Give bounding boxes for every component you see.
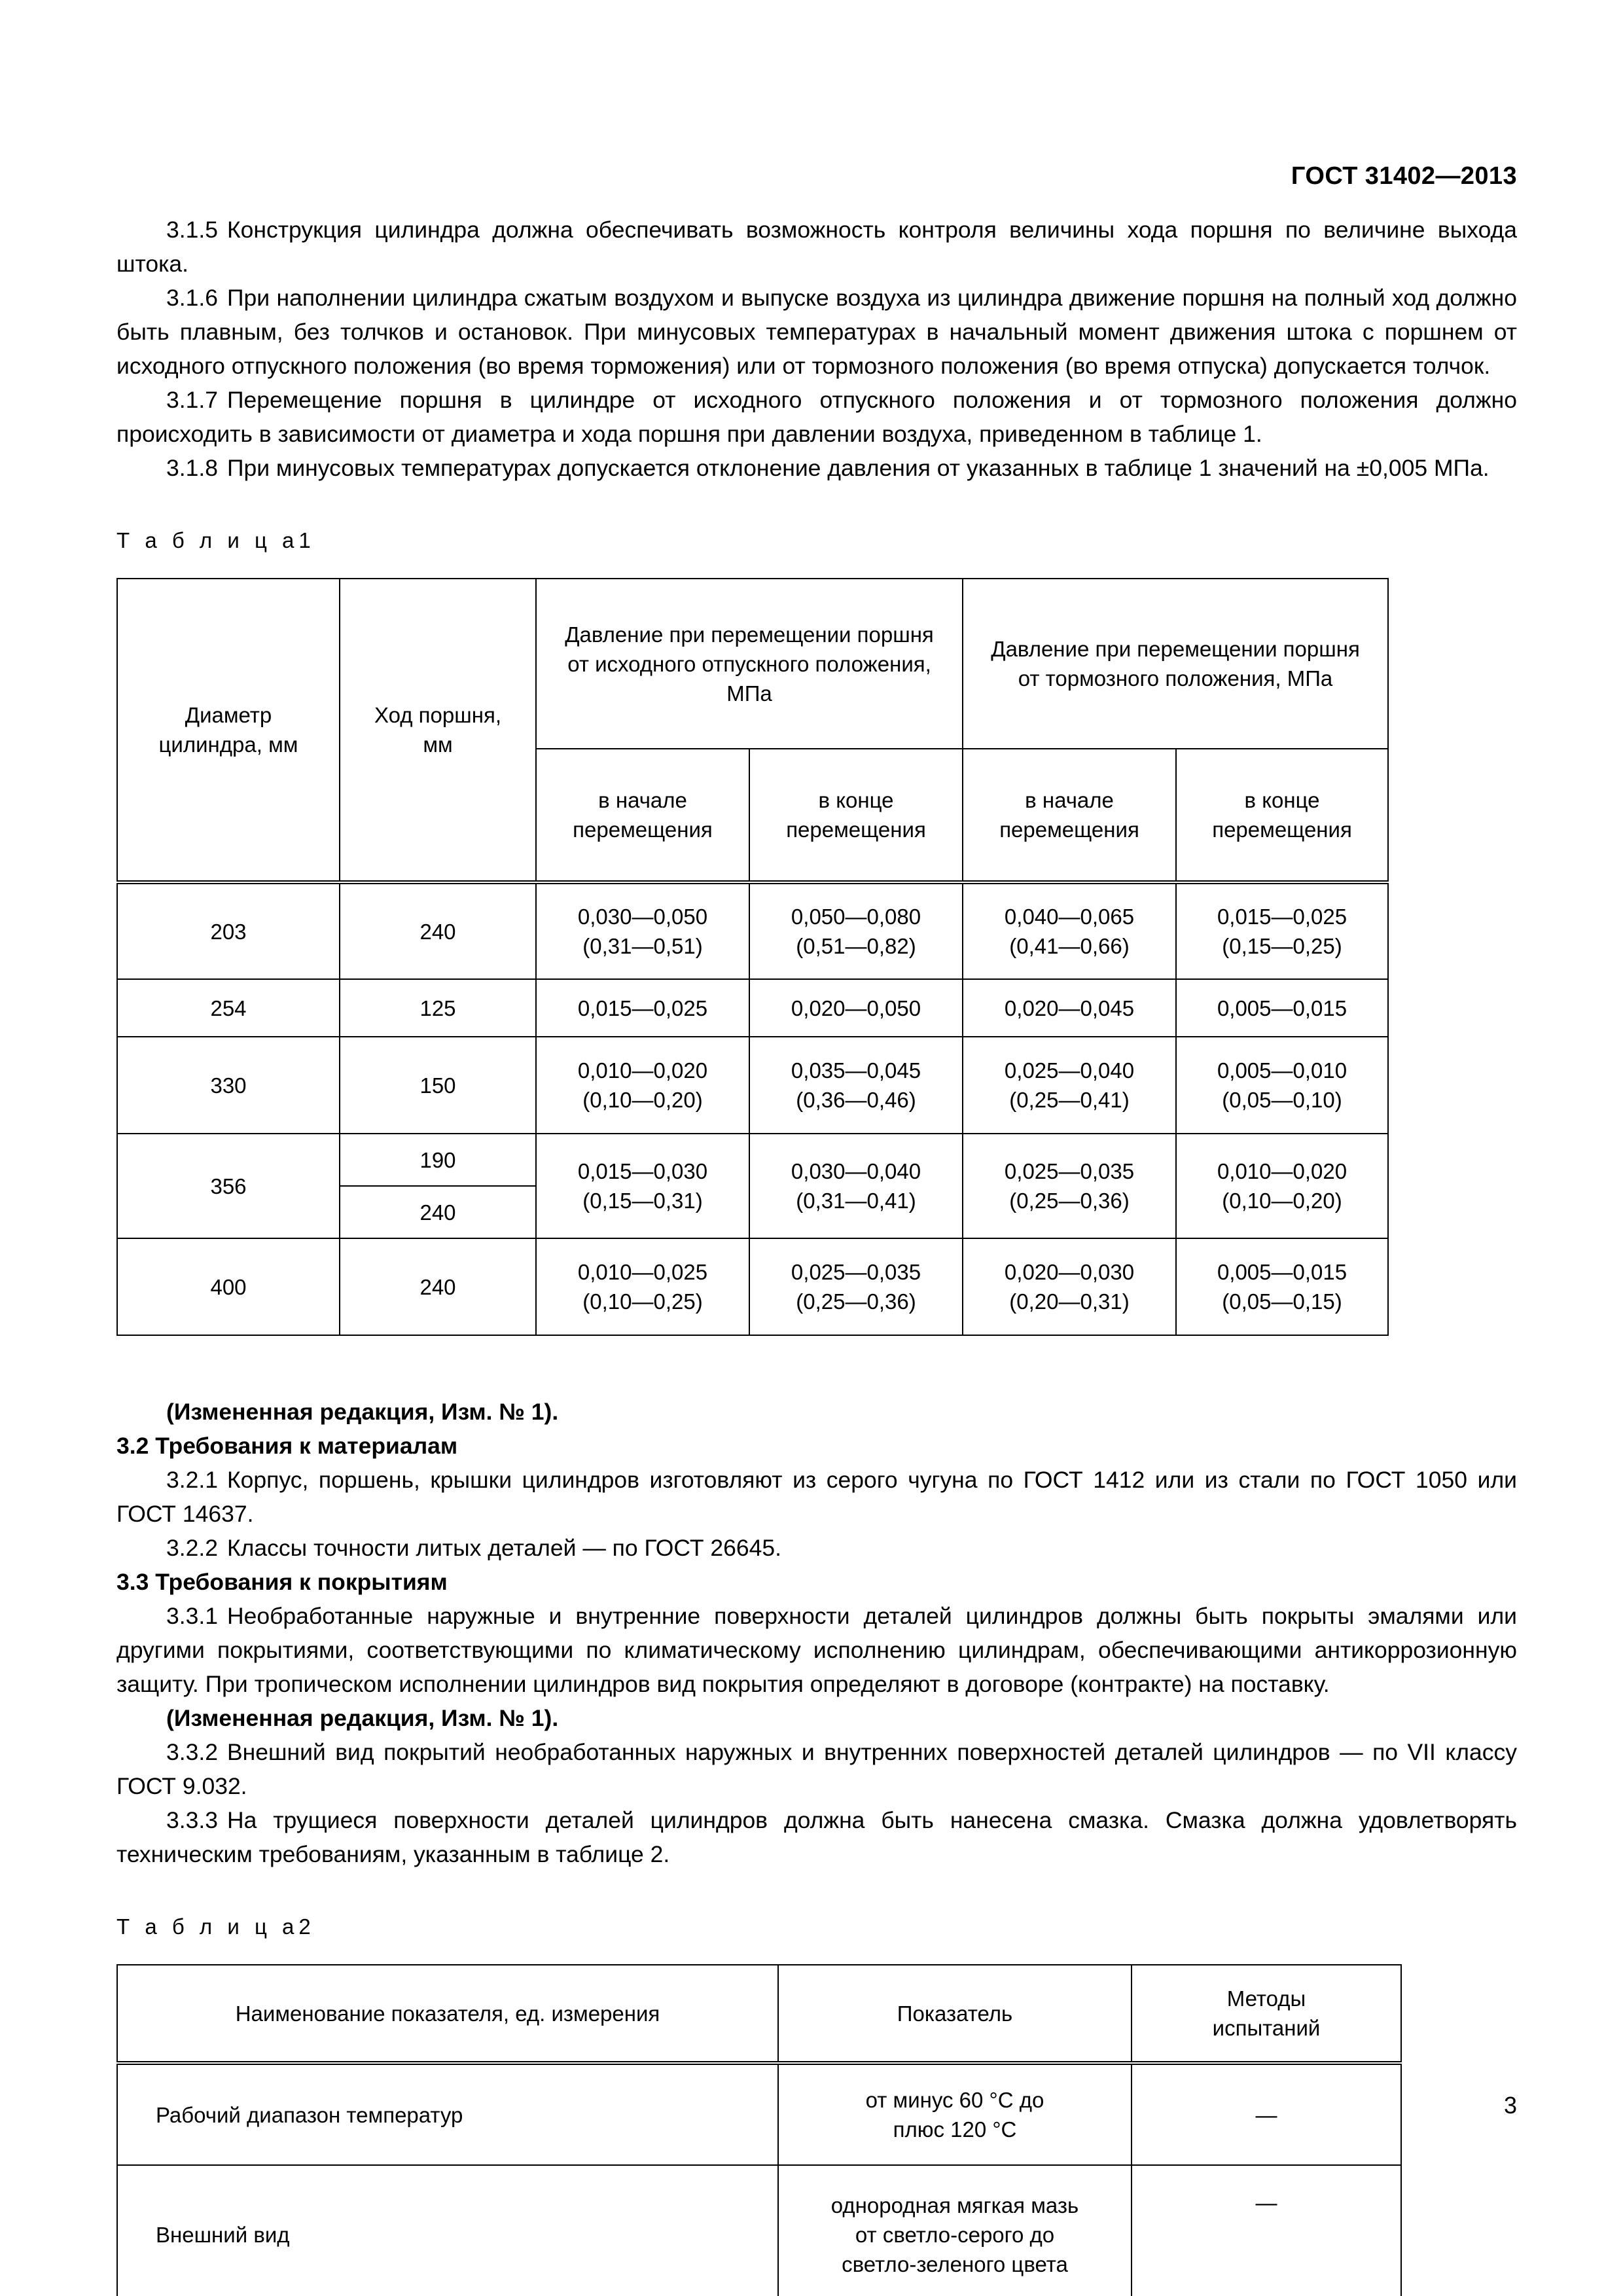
table-1-col-diameter-line2: цилиндра, мм xyxy=(158,732,298,757)
table-1-group-release-line2: от исходного отпускного положения, МПа xyxy=(567,651,931,706)
table-1-cell-diameter: 356 xyxy=(117,1134,340,1238)
clause-text-3-1-7: Перемещение поршня в цилиндре от исходного отпускного положения и от тормозного положения должно происходить в зависимости от диаметра и хода поршня при давлении воздуха, приведенном в таблице 1. xyxy=(116,387,1517,447)
value-alt: (0,15—0,31) xyxy=(582,1189,703,1213)
table-1-cell-release-end xyxy=(749,1238,963,1335)
revision-note-1 xyxy=(116,1395,1517,1429)
table-1-col-release-start-line2: перемещения xyxy=(573,817,713,842)
table-1-cell-brake-end xyxy=(1176,882,1388,979)
value-main: 0,005—0,015 xyxy=(1217,1260,1347,1284)
clause-number-3-1-6: 3.1.6 xyxy=(166,285,218,311)
table-1-cell-stroke: 240 xyxy=(340,882,536,979)
table-row xyxy=(117,882,1388,979)
clause-text-3-1-5: Конструкция цилиндра должна обеспечивать возможность контроля величины хода поршня по величине выхода штока. xyxy=(116,217,1517,277)
table-1-cell-brake-start: 0,020—0,045 xyxy=(963,979,1176,1037)
table-1-cell-brake-end: 0,005—0,015 xyxy=(1176,979,1388,1037)
table-1-cell-release-start: 0,015—0,025 xyxy=(536,979,749,1037)
table-1-cell-diameter: 330 xyxy=(117,1037,340,1134)
value-line3: светло-зеленого цвета xyxy=(842,2251,1068,2276)
table-1 xyxy=(116,578,1389,1336)
table-2-col-methods-line2: испытаний xyxy=(1212,2016,1321,2040)
value-alt: (0,15—0,25) xyxy=(1222,934,1342,958)
table-1-col-stroke xyxy=(340,579,536,882)
table-1-cell-diameter: 400 xyxy=(117,1238,340,1335)
table-1-col-brake-end-line1: в конце xyxy=(1244,788,1320,812)
table-1-caption-number: 1 xyxy=(298,528,311,552)
table-1-body xyxy=(117,882,1388,1335)
table-2-cell-name: Рабочий диапазон температур xyxy=(117,2063,778,2165)
table-1-cell-release-start xyxy=(536,882,749,979)
table-1-col-release-end xyxy=(749,749,963,882)
value-alt: (0,31—0,51) xyxy=(582,934,703,958)
table-2-header-row xyxy=(117,1965,1401,2063)
paragraph-3-1-5 xyxy=(116,213,1517,281)
table-1-cell-stroke: 150 xyxy=(340,1037,536,1134)
value-alt: (0,20—0,31) xyxy=(1009,1289,1130,1314)
clause-number-3-1-7: 3.1.7 xyxy=(166,387,218,413)
value-line2: плюс 120 °С xyxy=(893,2117,1017,2142)
value-main: 0,010—0,020 xyxy=(577,1058,708,1083)
paragraph-3-2-2 xyxy=(116,1531,1517,1565)
value-main: 0,025—0,035 xyxy=(791,1260,921,1284)
clause-number-3-1-8: 3.1.8 xyxy=(166,455,218,481)
clause-number-3-3-3: 3.3.3 xyxy=(166,1807,218,1833)
table-1-cell-release-end: 0,020—0,050 xyxy=(749,979,963,1037)
value-alt: (0,05—0,10) xyxy=(1222,1088,1342,1112)
value-line1: однородная мягкая мазь xyxy=(830,2193,1079,2217)
clause-text-3-3-1: Необработанные наружные и внутренние поверхности деталей цилиндров должны быть покрыты эмалями или другими покрытиями, соответствующими по климатическому исполнению цилиндрам, обеспечивающими антикоррозионную защиту. При тропическом исполнении цилиндров вид покрытия определяют в договоре (контракте) на поставку. xyxy=(116,1603,1517,1697)
clause-text-3-1-8: При минусовых температурах допускается отклонение давления от указанных в таблице 1 значений на ±0,005 МПа. xyxy=(226,455,1489,481)
table-1-header-row-group xyxy=(117,579,1388,749)
table-1-col-stroke-line2: мм xyxy=(423,732,453,757)
section-heading-3-2-text: 3.2 Требования к материалам xyxy=(116,1433,458,1459)
table-1-col-diameter xyxy=(117,579,340,882)
paragraph-3-1-6 xyxy=(116,281,1517,383)
value-alt: (0,31—0,41) xyxy=(796,1189,916,1213)
value-main: 0,050—0,080 xyxy=(791,905,921,929)
clause-number-3-3-2: 3.3.2 xyxy=(166,1739,218,1765)
table-1-cell-stroke-b: 240 xyxy=(340,1186,536,1238)
value-alt: (0,05—0,15) xyxy=(1222,1289,1342,1314)
paragraph-3-1-8 xyxy=(116,451,1517,485)
table-1-cell-brake-start xyxy=(963,1037,1176,1134)
value-alt: (0,25—0,36) xyxy=(796,1289,916,1314)
revision-note-text: (Измененная редакция, Изм. № 1). xyxy=(166,1705,559,1731)
table-1-col-diameter-line1: Диаметр xyxy=(185,703,272,727)
table-1-col-brake-end-line2: перемещения xyxy=(1212,817,1352,842)
clause-text-3-2-1: Корпус, поршень, крышки цилиндров изготовляют из серого чугуна по ГОСТ 1412 или из стали по ГОСТ 1050 или ГОСТ 14637. xyxy=(116,1467,1517,1527)
table-row xyxy=(117,2165,1401,2296)
table-1-cell-stroke: 125 xyxy=(340,979,536,1037)
table-2-col-methods-line1: Методы xyxy=(1226,1986,1306,2011)
value-main: 0,005—0,010 xyxy=(1217,1058,1347,1083)
table-2-cell-value xyxy=(778,2165,1132,2296)
table-1-cell-release-start xyxy=(536,1134,749,1238)
value-main: 0,025—0,040 xyxy=(1004,1058,1135,1083)
clause-number-3-2-2: 3.2.2 xyxy=(166,1535,218,1561)
value-main: 0,035—0,045 xyxy=(791,1058,921,1083)
value-alt: (0,25—0,41) xyxy=(1009,1088,1130,1112)
table-1-col-brake-end xyxy=(1176,749,1388,882)
clause-text-3-2-2: Классы точности литых деталей — по ГОСТ 26645. xyxy=(226,1535,781,1561)
paragraph-3-1-7 xyxy=(116,383,1517,451)
table-1-cell-release-start xyxy=(536,1037,749,1134)
value-alt: (0,36—0,46) xyxy=(796,1088,916,1112)
table-row xyxy=(117,1134,1388,1186)
clause-text-3-3-2: Внешний вид покрытий необработанных наружных и внутренних поверхностей деталей цилиндров — по VII классу ГОСТ 9.032. xyxy=(116,1739,1517,1799)
table-1-cell-stroke-a: 190 xyxy=(340,1134,536,1186)
clause-number-3-2-1: 3.2.1 xyxy=(166,1467,218,1493)
table-1-cell-brake-start xyxy=(963,1238,1176,1335)
table-2-col-methods xyxy=(1132,1965,1401,2063)
table-2-caption-word: Т а б л и ц а xyxy=(116,1914,299,1939)
value-main: 0,015—0,030 xyxy=(577,1159,708,1183)
paragraph-3-3-3 xyxy=(116,1803,1517,1871)
value-alt: (0,10—0,25) xyxy=(582,1289,703,1314)
section-heading-3-2 xyxy=(116,1429,1517,1463)
table-1-caption xyxy=(116,526,1517,556)
table-1-cell-brake-end xyxy=(1176,1238,1388,1335)
table-1-cell-diameter: 254 xyxy=(117,979,340,1037)
revision-note-text: (Измененная редакция, Изм. № 1). xyxy=(166,1399,559,1425)
table-2-body xyxy=(117,2063,1401,2296)
section-heading-3-3-text: 3.3 Требования к покрытиям xyxy=(116,1569,448,1595)
table-1-cell-release-end xyxy=(749,1037,963,1134)
value-main: 0,040—0,065 xyxy=(1004,905,1135,929)
value-main: 0,015—0,025 xyxy=(1217,905,1347,929)
table-1-col-brake-start xyxy=(963,749,1176,882)
paragraph-3-3-2 xyxy=(116,1735,1517,1803)
table-2-cell-methods: — xyxy=(1132,2063,1401,2165)
table-row xyxy=(117,1238,1388,1335)
table-2-caption xyxy=(116,1912,1517,1942)
table-row xyxy=(117,979,1388,1037)
value-main: 0,030—0,050 xyxy=(577,905,708,929)
value-alt: (0,10—0,20) xyxy=(582,1088,703,1112)
table-1-cell-release-end xyxy=(749,1134,963,1238)
table-1-cell-brake-start xyxy=(963,882,1176,979)
table-1-col-release-start xyxy=(536,749,749,882)
table-1-cell-brake-end xyxy=(1176,1037,1388,1134)
table-1-col-brake-start-line2: перемещения xyxy=(999,817,1139,842)
value-alt: (0,25—0,36) xyxy=(1009,1189,1130,1213)
section-heading-3-3 xyxy=(116,1565,1517,1599)
table-2 xyxy=(116,1964,1402,2296)
running-header-standard: ГОСТ 31402—2013 xyxy=(1291,162,1517,190)
value-main: 0,030—0,040 xyxy=(791,1159,921,1183)
table-2-col-name: Наименование показателя, ед. измерения xyxy=(117,1965,778,2063)
table-1-col-brake-start-line1: в начале xyxy=(1025,788,1114,812)
table-2-head xyxy=(117,1965,1401,2063)
value-alt: (0,10—0,20) xyxy=(1222,1189,1342,1213)
table-1-group-release xyxy=(536,579,963,749)
table-1-col-release-start-line1: в начале xyxy=(598,788,687,812)
table-1-cell-release-start xyxy=(536,1238,749,1335)
clause-number-3-1-5: 3.1.5 xyxy=(166,217,218,243)
table-1-group-release-line1: Давление при перемещении поршня xyxy=(565,622,934,647)
table-1-cell-brake-start xyxy=(963,1134,1176,1238)
table-1-cell-diameter: 203 xyxy=(117,882,340,979)
value-alt: (0,51—0,82) xyxy=(796,934,916,958)
table-2-cell-name: Внешний вид xyxy=(117,2165,778,2296)
table-2-cell-methods: — xyxy=(1132,2165,1401,2296)
clause-number-3-3-1: 3.3.1 xyxy=(166,1603,218,1629)
clause-text-3-1-6: При наполнении цилиндра сжатым воздухом и выпуске воздуха из цилиндра движение поршня на полный ход должно быть плавным, без толчков и остановок. При минусовых температурах в начальный момент движения штока с поршнем от исходного отпускного положения (во время торможения) или от тормозного положения (во время отпуска) допускается толчок. xyxy=(116,285,1517,379)
value-line1: от минус 60 °С до xyxy=(865,2088,1044,2112)
table-1-group-brake-line2: от тормозного положения, МПа xyxy=(1018,666,1333,691)
value-line2: от светло-серого до xyxy=(855,2222,1055,2247)
paragraph-3-2-1 xyxy=(116,1463,1517,1531)
table-2-caption-number: 2 xyxy=(298,1914,311,1939)
page-number: 3 xyxy=(1503,2092,1517,2119)
table-1-col-release-end-line1: в конце xyxy=(818,788,894,812)
table-2-cell-value xyxy=(778,2063,1132,2165)
table-1-group-brake-line1: Давление при перемещении поршня xyxy=(991,637,1360,661)
table-row xyxy=(117,1037,1388,1134)
table-1-head xyxy=(117,579,1388,882)
value-alt: (0,41—0,66) xyxy=(1009,934,1130,958)
table-1-group-brake xyxy=(963,579,1388,749)
clause-text-3-3-3: На трущиеся поверхности деталей цилиндров должна быть нанесена смазка. Смазка должна удовлетворять техническим требованиям, указанным в таблице 2. xyxy=(116,1807,1517,1867)
value-main: 0,010—0,020 xyxy=(1217,1159,1347,1183)
table-2-col-value: Показатель xyxy=(778,1965,1132,2063)
revision-note-2 xyxy=(116,1701,1517,1735)
value-main: 0,025—0,035 xyxy=(1004,1159,1135,1183)
paragraph-3-3-1 xyxy=(116,1599,1517,1701)
page-content xyxy=(116,0,1517,2296)
table-row xyxy=(117,2063,1401,2165)
value-main: 0,020—0,030 xyxy=(1004,1260,1135,1284)
table-1-caption-word: Т а б л и ц а xyxy=(116,528,299,552)
value-main: 0,010—0,025 xyxy=(577,1260,708,1284)
table-1-col-release-end-line2: перемещения xyxy=(786,817,926,842)
table-1-cell-stroke: 240 xyxy=(340,1238,536,1335)
table-1-col-stroke-line1: Ход поршня, xyxy=(374,703,501,727)
table-1-cell-release-end xyxy=(749,882,963,979)
table-1-cell-brake-end xyxy=(1176,1134,1388,1238)
